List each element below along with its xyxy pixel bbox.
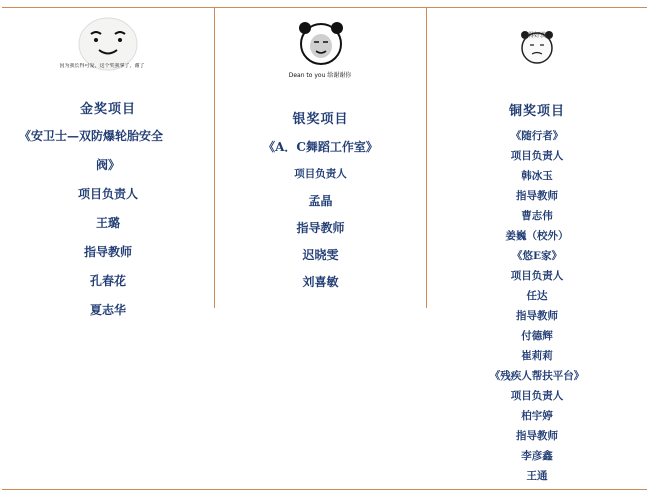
list-item: 李彦鑫 <box>521 450 553 462</box>
list-item: 指导教师 <box>516 430 558 442</box>
meme-avatar-panda <box>215 20 426 92</box>
list-item: 夏志华 <box>89 303 126 317</box>
list-item: 项目负责人 <box>77 187 138 201</box>
list-item: 曹志伟 <box>521 210 553 222</box>
list-item: 刘喜敏 <box>302 275 339 289</box>
list-item: 姜巍（校外） <box>505 230 569 242</box>
list-item: 项目负责人 <box>510 390 564 402</box>
list-item: 指导教师 <box>516 310 558 322</box>
list-item: 项目负责人 <box>294 168 347 180</box>
top-rule <box>2 7 647 8</box>
list-item: 指导教师 <box>83 245 132 259</box>
list-item: 《悠E家》 <box>511 250 562 262</box>
silver-award-heading: 银奖项目 <box>292 112 349 127</box>
list-item: 《安卫士—双防爆轮胎安全 <box>19 129 164 143</box>
list-item: 孟晶 <box>308 194 333 208</box>
list-item: 《残疾人帮扶平台》 <box>489 370 585 382</box>
gold-award-heading: 金奖项目 <box>79 102 136 117</box>
silver-award-column <box>215 10 426 296</box>
gold-project-list <box>2 122 214 325</box>
bottom-rule <box>2 489 647 490</box>
bronze-award-heading: 铜奖项目 <box>508 104 565 119</box>
gold-award-column <box>2 10 214 325</box>
meme-caption: 因为我长得可爱，这个奖我拿了，谢了 <box>59 63 145 69</box>
list-item: 项目负责人 <box>510 150 564 162</box>
list-item: 《随行者》 <box>510 130 564 142</box>
list-item: 王璐 <box>95 216 120 230</box>
list-item: 任达 <box>526 290 548 302</box>
list-item: 指导教师 <box>516 190 558 202</box>
list-item: 指导教师 <box>296 221 345 235</box>
list-item: 柏宇婷 <box>521 410 553 422</box>
list-item: 阀》 <box>95 158 120 172</box>
list-item: 王通 <box>526 470 548 482</box>
list-item: 孔春花 <box>89 274 126 288</box>
list-item: 迟晓雯 <box>302 248 339 262</box>
meme-avatar-envious <box>427 28 647 90</box>
meme-caption: Dean to you 给谢谢你 <box>288 72 352 79</box>
list-item: 项目负责人 <box>510 270 564 282</box>
meme-avatar-cute <box>2 16 214 84</box>
list-item: 付德辉 <box>521 330 553 342</box>
list-item: 《A．C舞蹈工作室》 <box>263 140 378 154</box>
panda-meme-icon <box>299 20 343 68</box>
list-item: 韩冰玉 <box>521 170 553 182</box>
list-item: 崔莉莉 <box>521 350 553 362</box>
meme-caption: 持得好羡慕 <box>521 32 552 39</box>
silver-project-list <box>215 134 426 296</box>
bronze-award-column <box>427 10 647 486</box>
bronze-project-list <box>427 126 647 486</box>
